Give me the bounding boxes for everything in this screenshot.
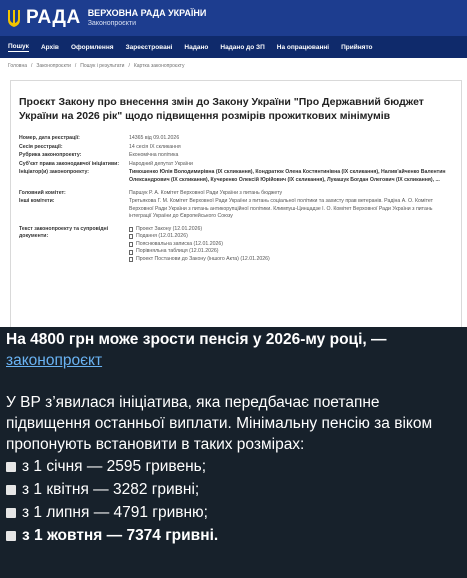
document-icon [129, 227, 133, 232]
nav-item-adopted[interactable]: Прийнято [341, 43, 373, 51]
detail-value: 14365 від 09.01.2026 [129, 135, 180, 142]
trident-icon [6, 7, 22, 29]
breadcrumb [0, 58, 467, 74]
detail-value: Економічна політика [129, 152, 179, 159]
breadcrumb-search[interactable]: Пошук і результати [80, 63, 125, 69]
detail-label: Сесія реєстрації: [19, 143, 63, 150]
detail-value: Третьякова Г. М. Комітет Верховної Ради України з питань соціальної політики та захисту прав ветеранів. Радіна А. О. Комітет Верховної Ради України з питань антикорупційної політики. Климпуш-Цинцадзе І. О. Комітет Верховної Ради України з питань інтеграції України до Європейського Союзу [129, 198, 433, 220]
nav-item-search[interactable]: Пошук [8, 42, 29, 50]
headline-text: На 4800 грн може зрости пенсія у 2026-му році, — [6, 331, 387, 348]
nav-item-submitted-zp[interactable]: Надано до ЗП [220, 43, 265, 51]
detail-row [19, 190, 453, 198]
breadcrumb-sep: / [74, 63, 77, 69]
detail-value: 14 сесія IX скликання [129, 143, 181, 150]
square-bullet-icon [6, 485, 16, 495]
bill-details [19, 135, 453, 263]
bill-card [10, 80, 462, 327]
document-link[interactable]: Подання (12.01.2026) [129, 233, 453, 241]
square-bullet-icon [6, 462, 16, 472]
bill-title: Проєкт Закону про внесення змін до Закону України "Про Державний бюджет України на 2026 рік" щодо підвищення розмірів прожиткових мінімумів [19, 96, 424, 123]
list-item: з 1 січня — 2595 гривень; [6, 455, 467, 478]
document-link[interactable]: Проект Закону (12.01.2026) [129, 226, 453, 234]
document-icon [129, 257, 133, 262]
breadcrumb-sep: / [128, 63, 130, 69]
detail-row [19, 144, 453, 152]
document-icon [129, 234, 133, 239]
document-icon [129, 250, 133, 255]
document-link[interactable]: Пояснювальна записка (12.01.2026) [129, 241, 453, 249]
detail-label: Суб'єкт права законодавчої ініціативи: [19, 160, 120, 167]
document-link[interactable]: Проект Постанови до Закону (іншого Акта) (12.01.2026) [129, 256, 453, 264]
list-item: з 1 липня — 4791 гривню; [6, 501, 467, 524]
main-nav [0, 36, 467, 58]
nav-item-drafting[interactable]: Оформлення [70, 43, 114, 51]
breadcrumb-home[interactable]: Головна [8, 63, 27, 69]
brand-logo-text[interactable]: РАДА [26, 7, 81, 28]
nav-item-submitted[interactable]: Надано [184, 43, 209, 51]
detail-label: Рубрика законопроекту: [19, 152, 82, 159]
document-link[interactable]: Порівняльна таблиця (12.01.2026) [129, 248, 453, 256]
breadcrumb-bills[interactable]: Законопроєкти [36, 63, 71, 69]
detail-label: Номер, дата реєстрації: [19, 135, 80, 142]
message-headline [6, 329, 467, 371]
breadcrumb-sep: / [31, 63, 33, 69]
site-header [0, 0, 467, 36]
bill-link[interactable]: законопроєкт [6, 352, 103, 369]
detail-row [19, 161, 453, 169]
message-body [0, 327, 467, 578]
detail-row [19, 169, 453, 184]
detail-value: Паршук Р. А. Комітет Верховної Ради України з питань бюджету [129, 189, 283, 196]
detail-row [19, 135, 453, 143]
documents-list [129, 226, 453, 264]
list-item: з 1 квітня — 3282 гривні; [6, 478, 467, 501]
brand-subtitle: ВЕРХОВНА РАДА УКРАЇНИ Законопроєкти [87, 8, 207, 27]
square-bullet-icon [6, 531, 16, 541]
message-paragraph: У ВР з’явилася ініціатива, яка передбачає поетапне підвищення останньої виплати. Мінімальну пенсію за віком пропонують встановити в таких розмірах: [6, 394, 433, 453]
document-icon [129, 242, 133, 247]
detail-label: Ініціатор(и) законопроекту: [19, 169, 89, 176]
detail-label: Текст законопроекту та супровідні документи: [19, 225, 109, 240]
nav-item-registered[interactable]: Зареєстровані [125, 43, 173, 51]
breadcrumb-current: Картка законопроєкту [133, 63, 185, 69]
documents-row [19, 226, 453, 264]
initiators-value[interactable]: Тимошенко Юлія Володимирівна (IX скликання), Кондратюк Олена Костянтинівна (IX скликання), Налив'айченко Валентин Олександрович (IX скликання), Кучеренко Олексій Юрійович (IX скликання), Лукашук Богдан Олегович (IX скликання), ... [129, 169, 446, 183]
nav-item-archive[interactable]: Архів [40, 43, 59, 51]
detail-label: Інші комітети: [19, 198, 55, 205]
square-bullet-icon [6, 508, 16, 518]
detail-value: Народний депутат України [129, 160, 193, 167]
detail-row [19, 152, 453, 160]
detail-row [19, 198, 453, 221]
nav-item-in-progress[interactable]: На опрацюванні [276, 43, 330, 51]
pension-list [6, 455, 467, 547]
list-item: з 1 жовтня — 7374 гривні. [6, 524, 467, 547]
detail-label: Головний комітет: [19, 189, 66, 196]
